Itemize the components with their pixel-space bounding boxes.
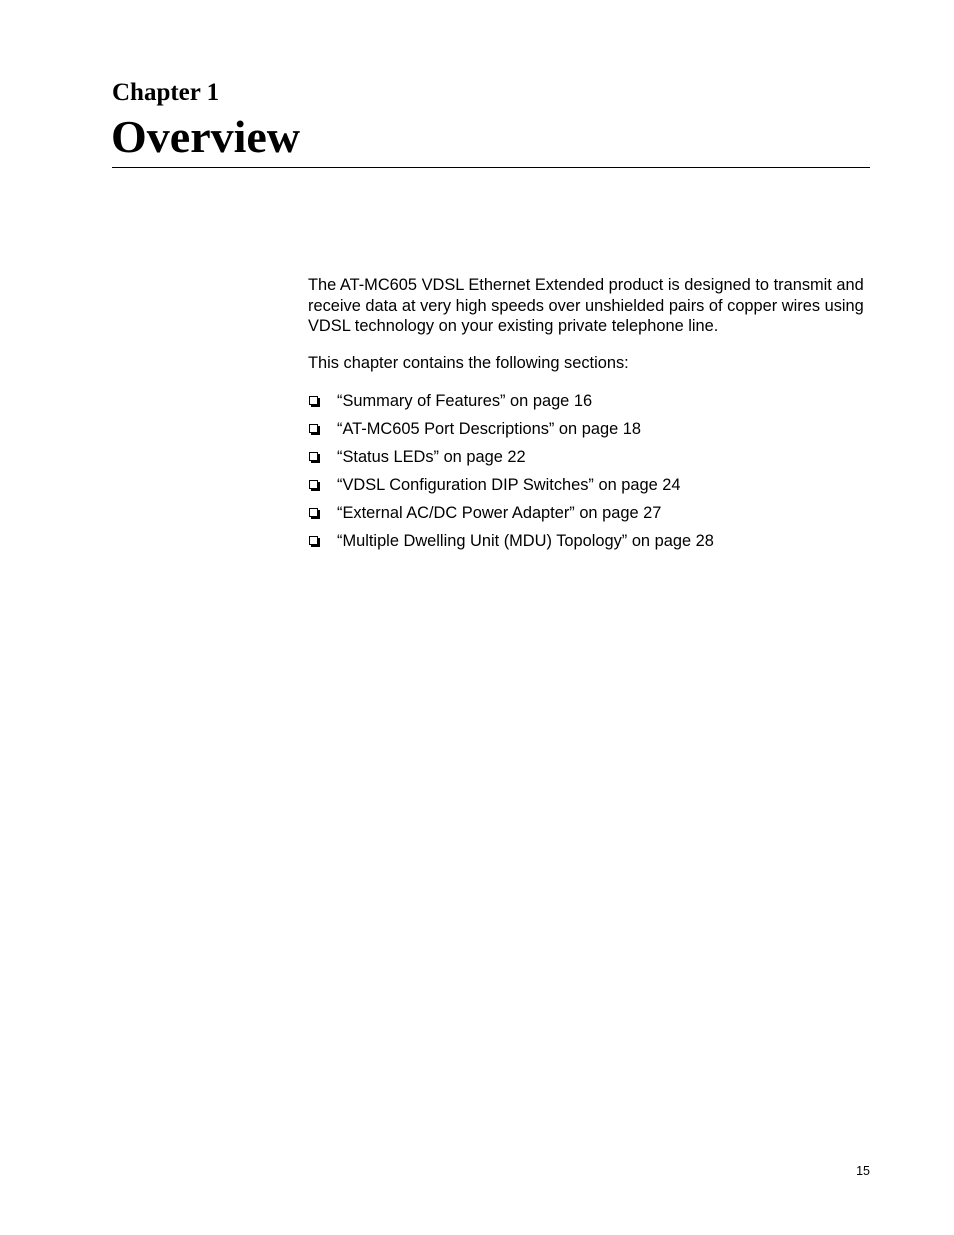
section-link[interactable]: “VDSL Configuration DIP Switches” on page 24 [337,476,681,494]
list-item [308,530,870,558]
intro-paragraph: The AT-MC605 VDSL Ethernet Extended product is designed to transmit and receive data at very high speeds over unshielded pairs of copper wires using VDSL technology on your existing private telephone line. [308,276,864,335]
sections-intro-text: This chapter contains the following sections: [308,354,629,372]
section-link[interactable]: “External AC/DC Power Adapter” on page 27 [337,504,662,522]
section-link[interactable]: “Status LEDs” on page 22 [337,448,526,466]
list-item [308,474,870,502]
box-bullet-icon [309,396,318,405]
box-bullet-icon [309,480,318,489]
list-item [308,418,870,446]
section-link[interactable]: “Summary of Features” on page 16 [337,392,593,410]
chapter-label: Chapter 1 [112,79,220,106]
list-item [308,390,870,418]
page-number: 15 [856,1164,870,1178]
box-bullet-icon [309,452,318,461]
section-link[interactable]: “Multiple Dwelling Unit (MDU) Topology” on page 28 [337,532,714,550]
box-bullet-icon [309,508,318,517]
box-bullet-icon [309,536,318,545]
section-link[interactable]: “AT-MC605 Port Descriptions” on page 18 [337,420,641,438]
list-item [308,502,870,530]
box-bullet-icon [309,424,318,433]
section-list [308,390,870,558]
chapter-title: Overview [111,111,301,162]
title-divider [112,167,870,168]
list-item [308,446,870,474]
